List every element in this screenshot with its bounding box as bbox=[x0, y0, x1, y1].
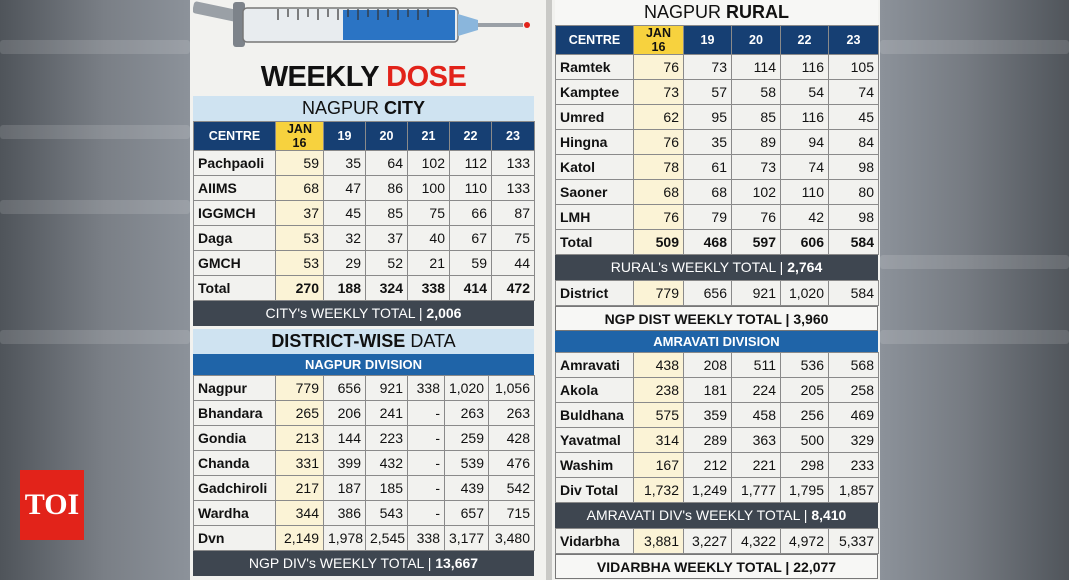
district-body bbox=[194, 376, 535, 551]
cell-value: 223 bbox=[366, 426, 408, 451]
cell-value: 80 bbox=[829, 180, 879, 205]
cell-value: 1,777 bbox=[732, 478, 781, 503]
cell-value: 205 bbox=[781, 378, 829, 403]
district-heading-b: DATA bbox=[410, 331, 456, 351]
cell-value: 76 bbox=[634, 55, 684, 80]
row-label: Pachpaoli bbox=[194, 151, 276, 176]
vidarbha-weekly-total: VIDARBHA WEEKLY TOTAL | 22,077 bbox=[555, 554, 878, 579]
rural-weekly-total: RURAL's WEEKLY TOTAL | 2,764 bbox=[555, 255, 878, 280]
cell-value: 221 bbox=[732, 453, 781, 478]
row-label: Total bbox=[556, 230, 634, 255]
ngp-dist-weekly-total: NGP DIST WEEKLY TOTAL | 3,960 bbox=[555, 306, 878, 331]
district-heading-a: DISTRICT-WISE bbox=[271, 331, 406, 351]
vidarbha-row-body bbox=[556, 529, 879, 554]
cell-value: 263 bbox=[445, 401, 489, 426]
row-label: AIIMS bbox=[194, 176, 276, 201]
blur-decor bbox=[0, 330, 190, 344]
cell-value: 87 bbox=[492, 201, 535, 226]
cell-value: 112 bbox=[450, 151, 492, 176]
cell-value: 32 bbox=[324, 226, 366, 251]
column-separator bbox=[546, 0, 552, 580]
page-title bbox=[193, 60, 534, 94]
row-label: Yavatmal bbox=[556, 428, 634, 453]
cell-value: 428 bbox=[489, 426, 535, 451]
cell-value: 35 bbox=[684, 130, 732, 155]
cell-value: 40 bbox=[408, 226, 450, 251]
rural-heading bbox=[555, 0, 878, 25]
table-row bbox=[556, 180, 879, 205]
table-row bbox=[194, 526, 535, 551]
cell-value: 74 bbox=[781, 155, 829, 180]
cell-value: 438 bbox=[634, 353, 684, 378]
cell-value: 181 bbox=[684, 378, 732, 403]
cell-value: 469 bbox=[829, 403, 879, 428]
cell-value: 53 bbox=[276, 251, 324, 276]
cell-value: 76 bbox=[634, 205, 684, 230]
cell-value: 35 bbox=[324, 151, 366, 176]
vidarbha-row-table bbox=[555, 528, 879, 554]
row-label: LMH bbox=[556, 205, 634, 230]
background-right bbox=[880, 0, 1069, 580]
cell-value: 57 bbox=[684, 80, 732, 105]
row-label: Umred bbox=[556, 105, 634, 130]
table-row bbox=[556, 281, 879, 306]
amravati-table bbox=[555, 352, 879, 503]
table-row bbox=[556, 105, 879, 130]
cell-value: 73 bbox=[684, 55, 732, 80]
col-header: JAN 16 bbox=[276, 122, 324, 151]
cell-value: 233 bbox=[829, 453, 879, 478]
cell-value: 575 bbox=[634, 403, 684, 428]
cell-value: 329 bbox=[829, 428, 879, 453]
col-header: 23 bbox=[492, 122, 535, 151]
cell-value: 1,732 bbox=[634, 478, 684, 503]
cell-value: 45 bbox=[829, 105, 879, 130]
cell-value: 597 bbox=[732, 230, 781, 255]
blur-decor bbox=[0, 125, 190, 139]
cell-value: 75 bbox=[408, 201, 450, 226]
cell-value: 167 bbox=[634, 453, 684, 478]
cell-value: 2,149 bbox=[276, 526, 324, 551]
cell-value: 217 bbox=[276, 476, 324, 501]
vidarbha-weekly-label: VIDARBHA WEEKLY TOTAL bbox=[596, 559, 782, 575]
table-row bbox=[194, 401, 535, 426]
cell-value: 74 bbox=[829, 80, 879, 105]
table-row bbox=[556, 403, 879, 428]
cell-value: 439 bbox=[445, 476, 489, 501]
vidarbha-weekly-value: 22,077 bbox=[793, 559, 837, 575]
col-header: 20 bbox=[366, 122, 408, 151]
row-label: GMCH bbox=[194, 251, 276, 276]
cell-value: 3,177 bbox=[445, 526, 489, 551]
row-label: Vidarbha bbox=[556, 529, 634, 554]
row-label: Wardha bbox=[194, 501, 276, 526]
row-label: Buldhana bbox=[556, 403, 634, 428]
cell-value: 66 bbox=[450, 201, 492, 226]
cell-value: 4,322 bbox=[732, 529, 781, 554]
blur-decor bbox=[0, 200, 190, 214]
table-row bbox=[194, 251, 535, 276]
ngp-dist-weekly-value: 3,960 bbox=[793, 311, 829, 327]
row-label: Gondia bbox=[194, 426, 276, 451]
table-row bbox=[194, 176, 535, 201]
cell-value: 133 bbox=[492, 176, 535, 201]
city-heading bbox=[193, 96, 534, 121]
cell-value: 414 bbox=[450, 276, 492, 301]
cell-value: 3,881 bbox=[634, 529, 684, 554]
cell-value: 85 bbox=[732, 105, 781, 130]
cell-value: 543 bbox=[366, 501, 408, 526]
col-header: 21 bbox=[408, 122, 450, 151]
rural-header-row bbox=[556, 26, 879, 55]
cell-value: 338 bbox=[408, 276, 450, 301]
col-header: 19 bbox=[324, 122, 366, 151]
cell-value: 1,020 bbox=[781, 281, 829, 306]
cell-value: 289 bbox=[684, 428, 732, 453]
cell-value: 75 bbox=[492, 226, 535, 251]
cell-value: 44 bbox=[492, 251, 535, 276]
ngp-dist-weekly-label: NGP DIST WEEKLY TOTAL bbox=[604, 311, 782, 327]
nagpur-division-heading: NAGPUR DIVISION bbox=[193, 354, 534, 375]
city-weekly-value: 2,006 bbox=[426, 305, 462, 321]
blur-decor bbox=[0, 40, 190, 54]
cell-value: 1,020 bbox=[445, 376, 489, 401]
cell-value: 76 bbox=[732, 205, 781, 230]
cell-value: 338 bbox=[408, 376, 445, 401]
cell-value: 68 bbox=[634, 180, 684, 205]
ngp-div-weekly-value: 13,667 bbox=[435, 555, 479, 571]
row-label: IGGMCH bbox=[194, 201, 276, 226]
cell-value: 256 bbox=[781, 403, 829, 428]
cell-value: 212 bbox=[684, 453, 732, 478]
blur-decor bbox=[880, 40, 1069, 54]
cell-value: 53 bbox=[276, 226, 324, 251]
amravati-weekly-label: AMRAVATI DIV's WEEKLY TOTAL bbox=[586, 507, 800, 523]
cell-value: 779 bbox=[634, 281, 684, 306]
cell-value: 79 bbox=[684, 205, 732, 230]
hero bbox=[193, 0, 534, 96]
left-column bbox=[193, 0, 534, 576]
cell-value: 2,545 bbox=[366, 526, 408, 551]
cell-value: 921 bbox=[366, 376, 408, 401]
city-heading-a: NAGPUR bbox=[301, 98, 379, 118]
cell-value: 37 bbox=[366, 226, 408, 251]
cell-value: 58 bbox=[732, 80, 781, 105]
table-row bbox=[556, 428, 879, 453]
cell-value: 259 bbox=[445, 426, 489, 451]
cell-value: 208 bbox=[684, 353, 732, 378]
cell-value: - bbox=[408, 401, 445, 426]
cell-value: 94 bbox=[781, 130, 829, 155]
col-header: JAN 16 bbox=[634, 26, 684, 55]
cell-value: 536 bbox=[781, 353, 829, 378]
cell-value: 133 bbox=[492, 151, 535, 176]
blur-decor bbox=[880, 255, 1069, 269]
row-label: District bbox=[556, 281, 634, 306]
cell-value: 114 bbox=[732, 55, 781, 80]
cell-value: 116 bbox=[781, 105, 829, 130]
cell-value: 47 bbox=[324, 176, 366, 201]
cell-value: 3,227 bbox=[684, 529, 732, 554]
cell-value: 85 bbox=[366, 201, 408, 226]
table-row bbox=[194, 476, 535, 501]
cell-value: 1,978 bbox=[324, 526, 366, 551]
row-label: Nagpur bbox=[194, 376, 276, 401]
cell-value: 1,795 bbox=[781, 478, 829, 503]
cell-value: 1,249 bbox=[684, 478, 732, 503]
cell-value: 344 bbox=[276, 501, 324, 526]
right-column bbox=[555, 0, 878, 579]
cell-value: 3,480 bbox=[489, 526, 535, 551]
district-row-table bbox=[555, 280, 879, 306]
row-label: Washim bbox=[556, 453, 634, 478]
cell-value: 331 bbox=[276, 451, 324, 476]
cell-value: 185 bbox=[366, 476, 408, 501]
cell-value: 59 bbox=[276, 151, 324, 176]
ngp-div-weekly-total: NGP DIV's WEEKLY TOTAL | 13,667 bbox=[193, 551, 534, 576]
cell-value: 584 bbox=[829, 230, 879, 255]
cell-value: 5,337 bbox=[829, 529, 879, 554]
cell-value: 110 bbox=[781, 180, 829, 205]
cell-value: 542 bbox=[489, 476, 535, 501]
cell-value: 241 bbox=[366, 401, 408, 426]
cell-value: 363 bbox=[732, 428, 781, 453]
cell-value: 105 bbox=[829, 55, 879, 80]
district-row-body bbox=[556, 281, 879, 306]
cell-value: 715 bbox=[489, 501, 535, 526]
cell-value: 270 bbox=[276, 276, 324, 301]
cell-value: 265 bbox=[276, 401, 324, 426]
cell-value: 258 bbox=[829, 378, 879, 403]
row-label: Amravati bbox=[556, 353, 634, 378]
cell-value: 98 bbox=[829, 205, 879, 230]
cell-value: 110 bbox=[450, 176, 492, 201]
cell-value: 458 bbox=[732, 403, 781, 428]
cell-value: 100 bbox=[408, 176, 450, 201]
city-body bbox=[194, 151, 535, 301]
toi-logo[interactable] bbox=[20, 470, 84, 540]
table-row bbox=[556, 80, 879, 105]
cell-value: 98 bbox=[829, 155, 879, 180]
amravati-body bbox=[556, 353, 879, 503]
row-label: Kamptee bbox=[556, 80, 634, 105]
row-label: Ramtek bbox=[556, 55, 634, 80]
syringe-icon bbox=[193, 0, 534, 60]
cell-value: 338 bbox=[408, 526, 445, 551]
city-heading-b: CITY bbox=[384, 98, 426, 118]
cell-value: 84 bbox=[829, 130, 879, 155]
table-row bbox=[556, 155, 879, 180]
nagpur-division-table bbox=[193, 375, 535, 551]
cell-value: 45 bbox=[324, 201, 366, 226]
cell-value: 472 bbox=[492, 276, 535, 301]
cell-value: 509 bbox=[634, 230, 684, 255]
ngp-div-weekly-label: NGP DIV's WEEKLY TOTAL bbox=[248, 555, 424, 571]
table-row bbox=[194, 151, 535, 176]
cell-value: 29 bbox=[324, 251, 366, 276]
cell-value: 359 bbox=[684, 403, 732, 428]
city-table bbox=[193, 121, 535, 301]
rural-heading-a: NAGPUR bbox=[643, 2, 721, 22]
cell-value: 89 bbox=[732, 130, 781, 155]
cell-value: 606 bbox=[781, 230, 829, 255]
cell-value: 584 bbox=[829, 281, 879, 306]
cell-value: 656 bbox=[684, 281, 732, 306]
amravati-division-heading: AMRAVATI DIVISION bbox=[555, 331, 878, 352]
row-label: Chanda bbox=[194, 451, 276, 476]
row-label: Hingna bbox=[556, 130, 634, 155]
cell-value: 102 bbox=[408, 151, 450, 176]
cell-value: 116 bbox=[781, 55, 829, 80]
row-label: Bhandara bbox=[194, 401, 276, 426]
row-label: Katol bbox=[556, 155, 634, 180]
rural-heading-b: RURAL bbox=[726, 2, 790, 22]
table-row bbox=[194, 451, 535, 476]
cell-value: 324 bbox=[366, 276, 408, 301]
cell-value: 779 bbox=[276, 376, 324, 401]
cell-value: 657 bbox=[445, 501, 489, 526]
table-row bbox=[556, 378, 879, 403]
cell-value: 78 bbox=[634, 155, 684, 180]
total-row bbox=[556, 230, 879, 255]
cell-value: 52 bbox=[366, 251, 408, 276]
row-label: Saoner bbox=[556, 180, 634, 205]
cell-value: 399 bbox=[324, 451, 366, 476]
cell-value: 42 bbox=[781, 205, 829, 230]
cell-value: 73 bbox=[634, 80, 684, 105]
cell-value: 21 bbox=[408, 251, 450, 276]
cell-value: 656 bbox=[324, 376, 366, 401]
table-row bbox=[194, 376, 535, 401]
table-row bbox=[556, 130, 879, 155]
col-header: 23 bbox=[829, 26, 879, 55]
cell-value: 500 bbox=[781, 428, 829, 453]
cell-value: 568 bbox=[829, 353, 879, 378]
cell-value: 37 bbox=[276, 201, 324, 226]
cell-value: 314 bbox=[634, 428, 684, 453]
table-row bbox=[194, 226, 535, 251]
title-dose: DOSE bbox=[386, 61, 467, 93]
rural-weekly-label: RURAL's WEEKLY TOTAL bbox=[610, 259, 776, 275]
cell-value: 68 bbox=[276, 176, 324, 201]
col-header: 19 bbox=[684, 26, 732, 55]
cell-value: 224 bbox=[732, 378, 781, 403]
cell-value: 1,056 bbox=[489, 376, 535, 401]
cell-value: - bbox=[408, 476, 445, 501]
district-heading bbox=[193, 329, 534, 354]
cell-value: 921 bbox=[732, 281, 781, 306]
table-row bbox=[556, 205, 879, 230]
col-header: CENTRE bbox=[194, 122, 276, 151]
cell-value: 61 bbox=[684, 155, 732, 180]
table-row bbox=[556, 529, 879, 554]
cell-value: 73 bbox=[732, 155, 781, 180]
col-header: CENTRE bbox=[556, 26, 634, 55]
blur-decor bbox=[880, 330, 1069, 344]
row-label: Dvn bbox=[194, 526, 276, 551]
city-header-row bbox=[194, 122, 535, 151]
cell-value: 62 bbox=[634, 105, 684, 130]
amravati-weekly-total: AMRAVATI DIV's WEEKLY TOTAL | 8,410 bbox=[555, 503, 878, 528]
rural-body bbox=[556, 55, 879, 255]
cell-value: 263 bbox=[489, 401, 535, 426]
cell-value: 64 bbox=[366, 151, 408, 176]
rural-weekly-value: 2,764 bbox=[787, 259, 823, 275]
cell-value: 213 bbox=[276, 426, 324, 451]
cell-value: 298 bbox=[781, 453, 829, 478]
amravati-weekly-value: 8,410 bbox=[811, 507, 847, 523]
table-row bbox=[194, 501, 535, 526]
cell-value: 1,857 bbox=[829, 478, 879, 503]
cell-value: 206 bbox=[324, 401, 366, 426]
cell-value: 144 bbox=[324, 426, 366, 451]
cell-value: 95 bbox=[684, 105, 732, 130]
cell-value: 54 bbox=[781, 80, 829, 105]
cell-value: 539 bbox=[445, 451, 489, 476]
toi-logo-text: TOI bbox=[24, 488, 80, 521]
col-header: 20 bbox=[732, 26, 781, 55]
table-row bbox=[556, 353, 879, 378]
cell-value: 4,972 bbox=[781, 529, 829, 554]
table-row bbox=[194, 426, 535, 451]
col-header: 22 bbox=[781, 26, 829, 55]
title-weekly: WEEKLY bbox=[260, 61, 379, 93]
city-weekly-label: CITY's WEEKLY TOTAL bbox=[265, 305, 415, 321]
cell-value: 67 bbox=[450, 226, 492, 251]
cell-value: 476 bbox=[489, 451, 535, 476]
city-weekly-total: CITY's WEEKLY TOTAL | 2,006 bbox=[193, 301, 534, 326]
cell-value: 86 bbox=[366, 176, 408, 201]
cell-value: 102 bbox=[732, 180, 781, 205]
cell-value: 432 bbox=[366, 451, 408, 476]
col-header: 22 bbox=[450, 122, 492, 151]
row-label: Total bbox=[194, 276, 276, 301]
row-label: Akola bbox=[556, 378, 634, 403]
cell-value: 59 bbox=[450, 251, 492, 276]
table-row bbox=[194, 201, 535, 226]
row-label: Daga bbox=[194, 226, 276, 251]
rural-table bbox=[555, 25, 879, 255]
cell-value: 238 bbox=[634, 378, 684, 403]
cell-value: - bbox=[408, 451, 445, 476]
total-row bbox=[194, 276, 535, 301]
table-row bbox=[556, 453, 879, 478]
row-label: Gadchiroli bbox=[194, 476, 276, 501]
cell-value: - bbox=[408, 426, 445, 451]
cell-value: 386 bbox=[324, 501, 366, 526]
cell-value: 76 bbox=[634, 130, 684, 155]
cell-value: 68 bbox=[684, 180, 732, 205]
table-row bbox=[556, 55, 879, 80]
cell-value: 468 bbox=[684, 230, 732, 255]
table-row bbox=[556, 478, 879, 503]
cell-value: 188 bbox=[324, 276, 366, 301]
cell-value: 511 bbox=[732, 353, 781, 378]
cell-value: - bbox=[408, 501, 445, 526]
row-label: Div Total bbox=[556, 478, 634, 503]
cell-value: 187 bbox=[324, 476, 366, 501]
